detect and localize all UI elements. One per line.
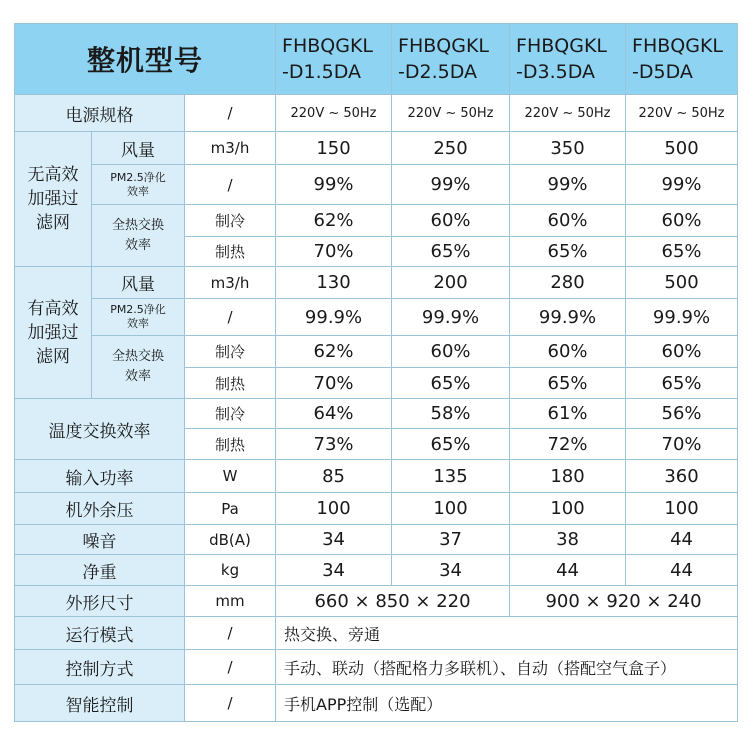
dimensions-value-large: 900 × 920 × 240 xyxy=(510,586,738,617)
spec-table-container xyxy=(14,23,738,722)
noise-value: 37 xyxy=(392,525,510,555)
external-pressure-value: 100 xyxy=(276,493,392,525)
run-mode-unit: / xyxy=(185,617,276,650)
external-pressure-value: 100 xyxy=(626,493,738,525)
temp-cooling-value: 56% xyxy=(626,399,738,429)
temp-exchange-label: 温度交换效率 xyxy=(15,399,185,460)
net-weight-value: 44 xyxy=(626,555,738,586)
airflow-value: 500 xyxy=(626,267,738,299)
noise-value: 34 xyxy=(276,525,392,555)
heating-label: 制热 xyxy=(185,429,276,460)
airflow-value: 130 xyxy=(276,267,392,299)
input-power-value: 360 xyxy=(626,460,738,493)
control-mode-label: 控制方式 xyxy=(15,650,185,685)
no-filter-airflow-row xyxy=(15,132,738,165)
pm25-value: 99.9% xyxy=(626,299,738,336)
heating-value: 65% xyxy=(626,237,738,267)
cooling-value: 62% xyxy=(276,336,392,368)
input-power-unit: W xyxy=(185,460,276,493)
heating-value: 65% xyxy=(510,368,626,399)
noise-label: 噪音 xyxy=(15,525,185,555)
power-spec-row xyxy=(15,95,738,132)
model-header-2: FHBQGKL -D2.5DA xyxy=(392,24,510,95)
smart-control-value: 手机APP控制（选配） xyxy=(276,685,738,722)
airflow-value: 200 xyxy=(392,267,510,299)
heating-label: 制热 xyxy=(185,237,276,267)
spec-table xyxy=(14,23,738,722)
temp-heating-value: 65% xyxy=(392,429,510,460)
dimensions-unit: mm xyxy=(185,586,276,617)
input-power-row xyxy=(15,460,738,493)
external-pressure-value: 100 xyxy=(510,493,626,525)
noise-value: 44 xyxy=(626,525,738,555)
control-mode-row xyxy=(15,650,738,685)
cooling-value: 60% xyxy=(510,336,626,368)
dimensions-row xyxy=(15,586,738,617)
airflow-value: 500 xyxy=(626,132,738,165)
heating-label: 制热 xyxy=(185,368,276,399)
pm25-value: 99% xyxy=(276,165,392,205)
airflow-value: 250 xyxy=(392,132,510,165)
cooling-label: 制冷 xyxy=(185,399,276,429)
model-header-4: FHBQGKL -D5DA xyxy=(626,24,738,95)
airflow-unit: m3/h xyxy=(185,132,276,165)
external-pressure-row xyxy=(15,493,738,525)
no-filter-group-label: 无高效 加强过 滤网 xyxy=(15,132,92,267)
power-spec-value: 220V ~ 50Hz xyxy=(276,95,392,132)
pm25-value: 99.9% xyxy=(392,299,510,336)
model-header-1: FHBQGKL -D1.5DA xyxy=(276,24,392,95)
airflow-value: 280 xyxy=(510,267,626,299)
net-weight-value: 44 xyxy=(510,555,626,586)
net-weight-value: 34 xyxy=(276,555,392,586)
input-power-value: 85 xyxy=(276,460,392,493)
temp-cooling-value: 61% xyxy=(510,399,626,429)
power-spec-unit: / xyxy=(185,95,276,132)
heat-exchange-label: 全热交换 效率 xyxy=(92,205,185,267)
external-pressure-value: 100 xyxy=(392,493,510,525)
net-weight-label: 净重 xyxy=(15,555,185,586)
model-title: 整机型号 xyxy=(15,24,276,95)
heat-exchange-label: 全热交换 效率 xyxy=(92,336,185,399)
run-mode-value: 热交换、旁通 xyxy=(276,617,738,650)
power-spec-label: 电源规格 xyxy=(15,95,185,132)
external-pressure-unit: Pa xyxy=(185,493,276,525)
airflow-value: 350 xyxy=(510,132,626,165)
power-spec-value: 220V ~ 50Hz xyxy=(510,95,626,132)
pm25-label: PM2.5净化 效率 xyxy=(92,165,185,205)
pm25-label: PM2.5净化 效率 xyxy=(92,299,185,336)
net-weight-value: 34 xyxy=(392,555,510,586)
cooling-value: 62% xyxy=(276,205,392,237)
smart-control-unit: / xyxy=(185,685,276,722)
run-mode-label: 运行模式 xyxy=(15,617,185,650)
temp-cooling-value: 64% xyxy=(276,399,392,429)
pm25-value: 99.9% xyxy=(276,299,392,336)
heating-value: 65% xyxy=(392,237,510,267)
run-mode-row xyxy=(15,617,738,650)
cooling-value: 60% xyxy=(510,205,626,237)
input-power-value: 135 xyxy=(392,460,510,493)
with-filter-cooling-row xyxy=(15,336,738,368)
temp-cooling-value: 58% xyxy=(392,399,510,429)
temp-exchange-cooling-row xyxy=(15,399,738,429)
pm25-value: 99% xyxy=(626,165,738,205)
input-power-value: 180 xyxy=(510,460,626,493)
dimensions-value-small: 660 × 850 × 220 xyxy=(276,586,510,617)
smart-control-label: 智能控制 xyxy=(15,685,185,722)
no-filter-cooling-row xyxy=(15,205,738,237)
control-mode-unit: / xyxy=(185,650,276,685)
temp-heating-value: 73% xyxy=(276,429,392,460)
cooling-label: 制冷 xyxy=(185,205,276,237)
with-filter-airflow-row xyxy=(15,267,738,299)
heating-value: 65% xyxy=(510,237,626,267)
noise-unit: dB(A) xyxy=(185,525,276,555)
with-filter-group-label: 有高效 加强过 滤网 xyxy=(15,267,92,399)
airflow-label: 风量 xyxy=(92,267,185,299)
power-spec-value: 220V ~ 50Hz xyxy=(392,95,510,132)
model-header-3: FHBQGKL -D3.5DA xyxy=(510,24,626,95)
heating-value: 70% xyxy=(276,237,392,267)
heating-value: 65% xyxy=(626,368,738,399)
airflow-unit: m3/h xyxy=(185,267,276,299)
header-row xyxy=(15,24,738,95)
pm25-value: 99.9% xyxy=(510,299,626,336)
airflow-label: 风量 xyxy=(92,132,185,165)
cooling-value: 60% xyxy=(392,336,510,368)
noise-row xyxy=(15,525,738,555)
cooling-value: 60% xyxy=(626,205,738,237)
dimensions-label: 外形尺寸 xyxy=(15,586,185,617)
power-spec-value: 220V ~ 50Hz xyxy=(626,95,738,132)
with-filter-pm25-row xyxy=(15,299,738,336)
cooling-label: 制冷 xyxy=(185,336,276,368)
heating-value: 65% xyxy=(392,368,510,399)
airflow-value: 150 xyxy=(276,132,392,165)
pm25-unit: / xyxy=(185,165,276,205)
heating-value: 70% xyxy=(276,368,392,399)
no-filter-pm25-row xyxy=(15,165,738,205)
pm25-unit: / xyxy=(185,299,276,336)
net-weight-row xyxy=(15,555,738,586)
noise-value: 38 xyxy=(510,525,626,555)
net-weight-unit: kg xyxy=(185,555,276,586)
pm25-value: 99% xyxy=(510,165,626,205)
temp-heating-value: 72% xyxy=(510,429,626,460)
cooling-value: 60% xyxy=(392,205,510,237)
temp-heating-value: 70% xyxy=(626,429,738,460)
input-power-label: 输入功率 xyxy=(15,460,185,493)
pm25-value: 99% xyxy=(392,165,510,205)
external-pressure-label: 机外余压 xyxy=(15,493,185,525)
cooling-value: 60% xyxy=(626,336,738,368)
smart-control-row xyxy=(15,685,738,722)
control-mode-value: 手动、联动（搭配格力多联机）、自动（搭配空气盒子） xyxy=(276,650,738,685)
